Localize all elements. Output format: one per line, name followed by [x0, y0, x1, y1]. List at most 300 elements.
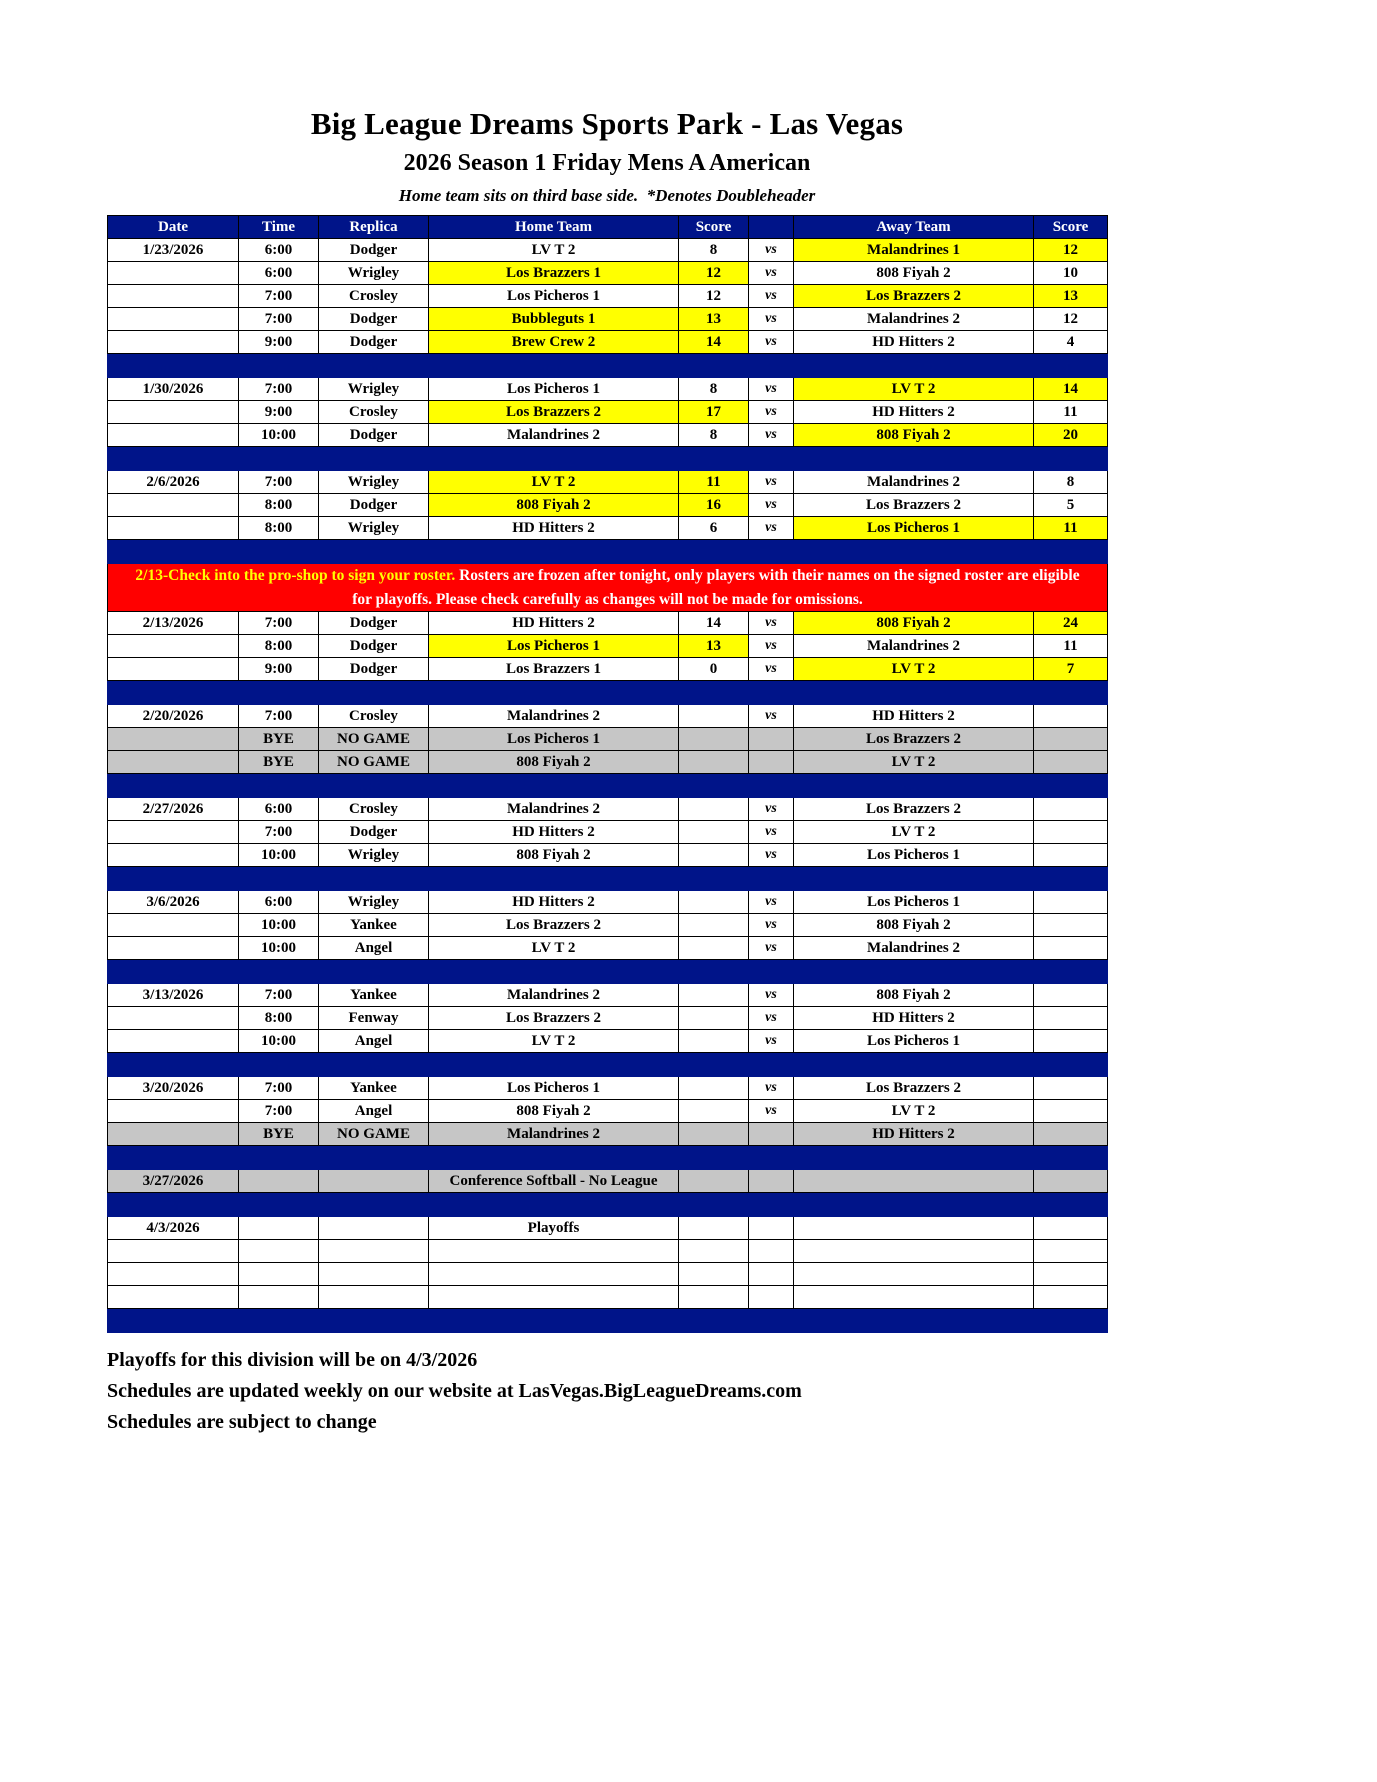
vs-cell: [749, 1123, 794, 1146]
home-score-cell: 12: [679, 262, 749, 285]
time-cell: 10:00: [239, 1030, 319, 1053]
page-title: Big League Dreams Sports Park - Las Vegas: [310, 106, 904, 141]
footer-playoffs-line: Playoffs for this division will be on 4/3/2026: [107, 1349, 478, 1371]
home-team-cell: HD Hitters 2: [429, 821, 679, 844]
replica-cell: Wrigley: [319, 262, 429, 285]
separator-bar: [108, 960, 1108, 984]
vs-cell: [749, 751, 794, 774]
banner-body-text: Rosters are frozen after tonight, only players with their names on the signed roster are eligible for playoffs. Please check carefully as changes will not be made for omissions.: [352, 567, 1080, 608]
separator-bar: [108, 1193, 1108, 1217]
banner-highlight-text: 2/13-Check into the pro-shop to sign your roster.: [135, 567, 456, 585]
date-cell: 2/6/2026: [108, 471, 239, 494]
away-score-cell: 4: [1034, 331, 1108, 354]
away-team-cell: Los Brazzers 2: [794, 285, 1034, 308]
vs-cell: vs: [749, 635, 794, 658]
event-row: [108, 1217, 1108, 1240]
empty-cell: [1034, 1240, 1108, 1263]
away-team-cell: LV T 2: [794, 378, 1034, 401]
home-score-cell: [679, 844, 749, 867]
column-header-date: Date: [108, 216, 239, 239]
date-cell: [108, 1123, 239, 1146]
time-cell: 8:00: [239, 635, 319, 658]
away-team-cell: Los Picheros 1: [794, 1030, 1034, 1053]
separator-row: [108, 447, 1108, 471]
away-team-cell: HD Hitters 2: [794, 705, 1034, 728]
replica-cell: Dodger: [319, 635, 429, 658]
away-score-cell: 20: [1034, 424, 1108, 447]
vs-cell: vs: [749, 612, 794, 635]
replica-cell: Dodger: [319, 821, 429, 844]
empty-cell: [679, 1286, 749, 1309]
vs-cell: vs: [749, 984, 794, 1007]
home-team-cell: 808 Fiyah 2: [429, 844, 679, 867]
replica-cell: Crosley: [319, 705, 429, 728]
date-cell: 1/23/2026: [108, 239, 239, 262]
home-score-cell: [679, 728, 749, 751]
replica-cell: Wrigley: [319, 891, 429, 914]
away-score-cell: 13: [1034, 285, 1108, 308]
column-header-home-team: Home Team: [429, 216, 679, 239]
vs-cell: [749, 728, 794, 751]
away-team-cell: LV T 2: [794, 821, 1034, 844]
game-row: [108, 1077, 1108, 1100]
replica-cell: NO GAME: [319, 1123, 429, 1146]
home-team-cell: Los Picheros 1: [429, 285, 679, 308]
home-team-cell: 808 Fiyah 2: [429, 1100, 679, 1123]
home-score-cell: 6: [679, 517, 749, 540]
date-cell: 3/13/2026: [108, 984, 239, 1007]
date-cell: [108, 751, 239, 774]
empty-cell: [239, 1286, 319, 1309]
empty-cell: [749, 1240, 794, 1263]
home-score-cell: [679, 914, 749, 937]
replica-cell: Dodger: [319, 658, 429, 681]
separator-row: [108, 1309, 1108, 1333]
home-team-cell: Los Brazzers 2: [429, 401, 679, 424]
away-team-cell: HD Hitters 2: [794, 1007, 1034, 1030]
game-row: [108, 984, 1108, 1007]
home-score-cell: 16: [679, 494, 749, 517]
empty-cell: [1034, 1286, 1108, 1309]
separator-row: [108, 774, 1108, 798]
empty-cell: [239, 1240, 319, 1263]
vs-cell: vs: [749, 262, 794, 285]
away-score-cell: [1034, 751, 1108, 774]
away-team-cell: Los Picheros 1: [794, 844, 1034, 867]
replica-cell: NO GAME: [319, 728, 429, 751]
empty-cell: [679, 1263, 749, 1286]
game-row: [108, 705, 1108, 728]
time-cell: 8:00: [239, 494, 319, 517]
away-score-cell: [1034, 1217, 1108, 1240]
replica-cell: Yankee: [319, 914, 429, 937]
table-header-row: [108, 216, 1108, 239]
away-score-cell: [1034, 1007, 1108, 1030]
home-score-cell: 11: [679, 471, 749, 494]
date-cell: 2/13/2026: [108, 612, 239, 635]
home-score-cell: 0: [679, 658, 749, 681]
time-cell: 7:00: [239, 471, 319, 494]
away-score-cell: 10: [1034, 262, 1108, 285]
home-score-cell: [679, 821, 749, 844]
away-score-cell: 24: [1034, 612, 1108, 635]
vs-cell: vs: [749, 424, 794, 447]
game-row: [108, 262, 1108, 285]
schedule-sheet: [107, 0, 1107, 1434]
home-team-cell: Malandrines 2: [429, 798, 679, 821]
home-team-cell: Los Brazzers 2: [429, 1007, 679, 1030]
away-team-cell: HD Hitters 2: [794, 331, 1034, 354]
home-team-cell: 808 Fiyah 2: [429, 494, 679, 517]
away-team-cell: 808 Fiyah 2: [794, 262, 1034, 285]
away-score-cell: [1034, 821, 1108, 844]
time-cell: 7:00: [239, 821, 319, 844]
game-row: [108, 517, 1108, 540]
home-team-cell: Los Brazzers 2: [429, 914, 679, 937]
time-cell: 6:00: [239, 798, 319, 821]
replica-cell: Wrigley: [319, 517, 429, 540]
date-cell: 3/27/2026: [108, 1170, 239, 1193]
replica-cell: Wrigley: [319, 471, 429, 494]
time-cell: 10:00: [239, 424, 319, 447]
game-row: [108, 331, 1108, 354]
home-score-cell: 13: [679, 635, 749, 658]
time-cell: 6:00: [239, 891, 319, 914]
vs-cell: vs: [749, 705, 794, 728]
empty-cell: [108, 1286, 239, 1309]
empty-row: [108, 1286, 1108, 1309]
replica-cell: Crosley: [319, 798, 429, 821]
separator-bar: [108, 1053, 1108, 1077]
home-team-cell: LV T 2: [429, 937, 679, 960]
empty-cell: [679, 1240, 749, 1263]
time-cell: 7:00: [239, 1077, 319, 1100]
game-row: [108, 1100, 1108, 1123]
vs-cell: vs: [749, 401, 794, 424]
game-row: [108, 239, 1108, 262]
time-cell: BYE: [239, 1123, 319, 1146]
game-row: [108, 1007, 1108, 1030]
vs-cell: vs: [749, 821, 794, 844]
time-cell: 10:00: [239, 914, 319, 937]
replica-cell: Dodger: [319, 308, 429, 331]
separator-bar: [108, 1309, 1108, 1333]
away-team-cell: Malandrines 2: [794, 308, 1034, 331]
separator-bar: [108, 1146, 1108, 1170]
time-cell: 9:00: [239, 401, 319, 424]
home-team-cell: Brew Crew 2: [429, 331, 679, 354]
empty-cell: [749, 1286, 794, 1309]
away-team-cell: Los Picheros 1: [794, 517, 1034, 540]
empty-cell: [319, 1286, 429, 1309]
date-cell: [108, 635, 239, 658]
away-team-cell: HD Hitters 2: [794, 401, 1034, 424]
event-row: [108, 1170, 1108, 1193]
separator-row: [108, 1053, 1108, 1077]
game-row: [108, 891, 1108, 914]
date-cell: 2/27/2026: [108, 798, 239, 821]
footer-website-line: Schedules are updated weekly on our website at LasVegas.BigLeagueDreams.com: [107, 1380, 802, 1402]
schedule-table: [107, 215, 1108, 1333]
vs-cell: vs: [749, 1030, 794, 1053]
date-cell: 2/20/2026: [108, 705, 239, 728]
replica-cell: Yankee: [319, 1077, 429, 1100]
home-score-cell: 8: [679, 239, 749, 262]
bye-row: [108, 751, 1108, 774]
away-score-cell: 11: [1034, 401, 1108, 424]
separator-row: [108, 681, 1108, 705]
home-score-cell: [679, 1170, 749, 1193]
empty-cell: [1034, 1263, 1108, 1286]
empty-cell: [429, 1263, 679, 1286]
away-score-cell: [1034, 984, 1108, 1007]
replica-cell: Wrigley: [319, 844, 429, 867]
time-cell: 10:00: [239, 937, 319, 960]
away-team-cell: LV T 2: [794, 751, 1034, 774]
empty-cell: [319, 1263, 429, 1286]
away-score-cell: 12: [1034, 308, 1108, 331]
home-score-cell: [679, 1123, 749, 1146]
vs-cell: vs: [749, 937, 794, 960]
date-cell: [108, 821, 239, 844]
game-row: [108, 285, 1108, 308]
time-cell: 9:00: [239, 658, 319, 681]
replica-cell: Dodger: [319, 494, 429, 517]
column-header-replica: Replica: [319, 216, 429, 239]
home-score-cell: [679, 1077, 749, 1100]
time-cell: [239, 1217, 319, 1240]
home-team-cell: Los Picheros 1: [429, 635, 679, 658]
vs-cell: vs: [749, 285, 794, 308]
vs-cell: vs: [749, 471, 794, 494]
home-score-cell: 8: [679, 424, 749, 447]
time-cell: BYE: [239, 728, 319, 751]
vs-cell: vs: [749, 844, 794, 867]
replica-cell: Dodger: [319, 424, 429, 447]
game-row: [108, 821, 1108, 844]
date-cell: [108, 844, 239, 867]
replica-cell: Angel: [319, 1100, 429, 1123]
date-cell: 1/30/2026: [108, 378, 239, 401]
empty-cell: [108, 1263, 239, 1286]
home-team-cell: HD Hitters 2: [429, 612, 679, 635]
game-row: [108, 378, 1108, 401]
column-header-score: Score: [1034, 216, 1108, 239]
time-cell: 7:00: [239, 705, 319, 728]
replica-cell: Dodger: [319, 331, 429, 354]
home-team-cell: Los Picheros 1: [429, 728, 679, 751]
home-team-note: Home team sits on third base side. *Denotes Doubleheader: [398, 186, 816, 205]
home-score-cell: 14: [679, 612, 749, 635]
time-cell: 7:00: [239, 612, 319, 635]
home-team-cell: Los Picheros 1: [429, 378, 679, 401]
away-team-cell: Malandrines 2: [794, 635, 1034, 658]
away-team-cell: Los Picheros 1: [794, 891, 1034, 914]
separator-bar: [108, 354, 1108, 378]
home-score-cell: [679, 891, 749, 914]
empty-cell: [429, 1240, 679, 1263]
roster-banner: [108, 564, 1108, 612]
separator-bar: [108, 540, 1108, 564]
empty-cell: [319, 1240, 429, 1263]
time-cell: 7:00: [239, 984, 319, 1007]
vs-cell: vs: [749, 378, 794, 401]
away-score-cell: 5: [1034, 494, 1108, 517]
time-cell: 7:00: [239, 378, 319, 401]
separator-bar: [108, 447, 1108, 471]
game-row: [108, 937, 1108, 960]
home-team-cell: LV T 2: [429, 471, 679, 494]
replica-cell: [319, 1217, 429, 1240]
game-row: [108, 424, 1108, 447]
time-cell: BYE: [239, 751, 319, 774]
date-cell: [108, 331, 239, 354]
time-cell: 10:00: [239, 844, 319, 867]
separator-bar: [108, 867, 1108, 891]
column-header-vs: [749, 216, 794, 239]
away-score-cell: [1034, 1123, 1108, 1146]
replica-cell: Wrigley: [319, 378, 429, 401]
away-team-cell: LV T 2: [794, 658, 1034, 681]
footer-notes: [107, 1349, 1107, 1434]
separator-row: [108, 540, 1108, 564]
vs-cell: [749, 1217, 794, 1240]
away-score-cell: [1034, 1170, 1108, 1193]
bye-row: [108, 728, 1108, 751]
vs-cell: vs: [749, 1007, 794, 1030]
date-cell: 3/20/2026: [108, 1077, 239, 1100]
away-score-cell: [1034, 798, 1108, 821]
home-team-cell: Malandrines 2: [429, 1123, 679, 1146]
game-row: [108, 844, 1108, 867]
vs-cell: vs: [749, 239, 794, 262]
time-cell: 8:00: [239, 517, 319, 540]
away-score-cell: 7: [1034, 658, 1108, 681]
date-cell: 3/6/2026: [108, 891, 239, 914]
game-row: [108, 658, 1108, 681]
vs-cell: vs: [749, 891, 794, 914]
away-score-cell: [1034, 705, 1108, 728]
home-team-cell: LV T 2: [429, 1030, 679, 1053]
home-team-cell: Los Brazzers 1: [429, 658, 679, 681]
home-team-cell: Malandrines 2: [429, 705, 679, 728]
home-score-cell: 14: [679, 331, 749, 354]
home-score-cell: [679, 1217, 749, 1240]
game-row: [108, 308, 1108, 331]
empty-cell: [749, 1263, 794, 1286]
away-team-cell: 808 Fiyah 2: [794, 612, 1034, 635]
vs-cell: vs: [749, 331, 794, 354]
vs-cell: vs: [749, 1100, 794, 1123]
empty-cell: [429, 1286, 679, 1309]
home-score-cell: [679, 1100, 749, 1123]
page-subtitle: 2026 Season 1 Friday Mens A American: [403, 150, 811, 176]
game-row: [108, 494, 1108, 517]
home-score-cell: [679, 937, 749, 960]
vs-cell: vs: [749, 1077, 794, 1100]
vs-cell: vs: [749, 658, 794, 681]
home-team-cell: Bubbleguts 1: [429, 308, 679, 331]
vs-cell: [749, 1170, 794, 1193]
home-score-cell: [679, 984, 749, 1007]
column-header-time: Time: [239, 216, 319, 239]
home-score-cell: 13: [679, 308, 749, 331]
home-team-cell: Malandrines 2: [429, 424, 679, 447]
away-score-cell: 11: [1034, 635, 1108, 658]
date-cell: [108, 494, 239, 517]
empty-row: [108, 1240, 1108, 1263]
date-cell: [108, 937, 239, 960]
home-team-cell: Los Picheros 1: [429, 1077, 679, 1100]
replica-cell: Angel: [319, 1030, 429, 1053]
home-score-cell: 12: [679, 285, 749, 308]
replica-cell: Crosley: [319, 401, 429, 424]
time-cell: 9:00: [239, 331, 319, 354]
separator-bar: [108, 774, 1108, 798]
time-cell: 7:00: [239, 308, 319, 331]
away-team-cell: 808 Fiyah 2: [794, 424, 1034, 447]
home-score-cell: [679, 751, 749, 774]
away-team-cell: 808 Fiyah 2: [794, 984, 1034, 1007]
replica-cell: NO GAME: [319, 751, 429, 774]
date-cell: [108, 308, 239, 331]
date-cell: [108, 262, 239, 285]
game-row: [108, 401, 1108, 424]
empty-row: [108, 1263, 1108, 1286]
date-cell: [108, 1100, 239, 1123]
home-team-cell: Malandrines 2: [429, 984, 679, 1007]
date-cell: [108, 1007, 239, 1030]
home-score-cell: 8: [679, 378, 749, 401]
bye-row: [108, 1123, 1108, 1146]
home-score-cell: [679, 1030, 749, 1053]
event-label-cell: Playoffs: [429, 1217, 679, 1240]
separator-row: [108, 960, 1108, 984]
game-row: [108, 914, 1108, 937]
replica-cell: Angel: [319, 937, 429, 960]
replica-cell: Dodger: [319, 239, 429, 262]
separator-bar: [108, 681, 1108, 705]
replica-cell: Crosley: [319, 285, 429, 308]
time-cell: 7:00: [239, 1100, 319, 1123]
separator-row: [108, 867, 1108, 891]
away-score-cell: [1034, 891, 1108, 914]
home-team-cell: Los Brazzers 1: [429, 262, 679, 285]
date-cell: [108, 285, 239, 308]
roster-banner-row: [108, 564, 1108, 612]
home-team-cell: LV T 2: [429, 239, 679, 262]
home-team-cell: HD Hitters 2: [429, 891, 679, 914]
replica-cell: Yankee: [319, 984, 429, 1007]
vs-cell: vs: [749, 798, 794, 821]
date-cell: [108, 424, 239, 447]
away-team-cell: Malandrines 2: [794, 937, 1034, 960]
separator-row: [108, 354, 1108, 378]
away-score-cell: [1034, 1100, 1108, 1123]
away-team-cell: Los Brazzers 2: [794, 728, 1034, 751]
footer-subject-to-change-line: Schedules are subject to change: [107, 1411, 377, 1433]
date-cell: [108, 658, 239, 681]
game-row: [108, 612, 1108, 635]
away-team-cell: Malandrines 1: [794, 239, 1034, 262]
vs-cell: vs: [749, 308, 794, 331]
game-row: [108, 1030, 1108, 1053]
away-score-cell: [1034, 937, 1108, 960]
away-score-cell: 14: [1034, 378, 1108, 401]
date-cell: [108, 401, 239, 424]
separator-row: [108, 1146, 1108, 1170]
vs-cell: vs: [749, 914, 794, 937]
